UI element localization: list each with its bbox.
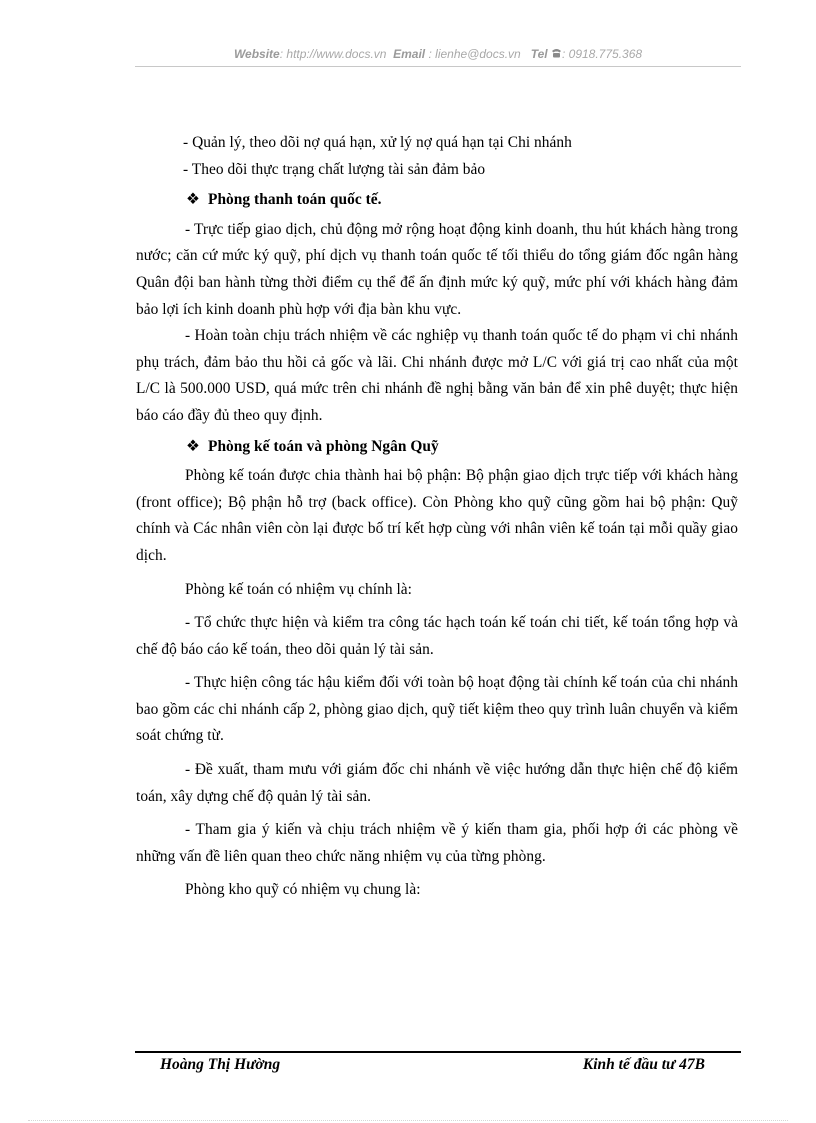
section-heading — [136, 434, 738, 461]
paragraph: Phòng kế toán được chia thành hai bộ phận: Bộ phận giao dịch trực tiếp với khách hàng (front office); Bộ phận hỗ trợ (back office). Còn Phòng kho quỹ cũng gồm hai bộ phận: Quỹ chính và Các nhân viên còn lại được bố trí kết hợp cùng với nhân viên kế toán tại mỗi quầy giao dịch. — [136, 467, 738, 564]
paragraph: Phòng kế toán có nhiệm vụ chính là: — [185, 580, 413, 598]
paragraph: - Quản lý, theo dõi nợ quá hạn, xử lý nợ quá hạn tại Chi nhánh — [183, 134, 572, 151]
paragraph: - Theo dõi thực trạng chất lượng tài sản đảm bảo — [183, 160, 486, 178]
website-value: : http://www.docs.vn — [279, 47, 387, 61]
paragraph: - Tham gia ý kiến và chịu trách nhiệm về ý kiến tham gia, phối hợp ới các phòng về những vấn đề liên quan theo chức năng nhiệm vụ của từng phòng. — [136, 821, 738, 865]
email-label: Email — [393, 47, 426, 61]
tel-value: : 0918.775.368 — [561, 47, 643, 61]
page-header — [135, 47, 741, 61]
document-body — [136, 130, 738, 904]
paragraph: - Thực hiện công tác hậu kiểm đối với toàn bộ hoạt động tài chính kế toán của chi nhánh bao gồm các chi nhánh cấp 2, phòng giao dịch, quỹ tiết kiệm theo quy trình luân chuyển và kiểm soát chứng từ. — [136, 674, 738, 745]
website-label: Website — [233, 47, 280, 61]
footer-class: Kinh tế đầu tư 47B — [582, 1056, 705, 1073]
footer-author: Hoàng Thị Hường — [160, 1056, 281, 1073]
paragraph: - Hoàn toàn chịu trách nhiệm về các nghiệp vụ thanh toán quốc tế do phạm vi chi nhánh phụ trách, đảm bảo thu hồi cả gốc và lãi. Chi nhánh được mở L/C với giá trị cao nhất của một L/C là 500.000 USD, quá mức trên chi nhánh đề nghị bằng văn bản để xin phê duyệt; thực hiện báo cáo đầy đủ theo quy định. — [136, 327, 738, 424]
section-heading-text: Phòng kế toán và phòng Ngân Quỹ — [208, 437, 439, 455]
page-bottom-border — [28, 1120, 788, 1121]
page-footer — [160, 1056, 705, 1074]
footer-divider — [135, 1051, 741, 1053]
paragraph: Phòng kho quỹ có nhiệm vụ chung là: — [185, 881, 421, 899]
section-heading-text: Phòng thanh toán quốc tế. — [208, 191, 382, 209]
paragraph: - Tổ chức thực hiện và kiểm tra công tác hạch toán kế toán chi tiết, kế toán tổng hợp và chế độ báo cáo kế toán, theo dõi quản lý tài sản. — [136, 614, 738, 658]
diamond-bullet-icon: ❖ — [186, 437, 200, 455]
paragraph: - Đề xuất, tham mưu với giám đốc chi nhánh về việc hướng dẫn thực hiện chế độ kiểm toán, xây dựng chế độ quản lý tài sản. — [136, 761, 738, 805]
section-heading — [136, 187, 738, 214]
tel-label: Tel — [530, 47, 548, 61]
header-divider — [135, 66, 741, 67]
paragraph: - Trực tiếp giao dịch, chủ động mở rộng hoạt động kinh doanh, thu hút khách hàng trong nước; căn cứ mức ký quỹ, phí dịch vụ thanh toán quốc tế tối thiểu do tổng giám đốc ngân hàng Quân đội ban hành từng thời điểm cụ thể để ấn định mức ký quỹ, mức phí với khách hàng đảm bảo lợi ích kinh doanh phù hợp với địa bàn khu vực. — [136, 220, 738, 318]
email-value: : lienhe@docs.vn — [428, 47, 521, 61]
diamond-bullet-icon: ❖ — [186, 191, 200, 209]
phone-icon — [551, 47, 562, 61]
